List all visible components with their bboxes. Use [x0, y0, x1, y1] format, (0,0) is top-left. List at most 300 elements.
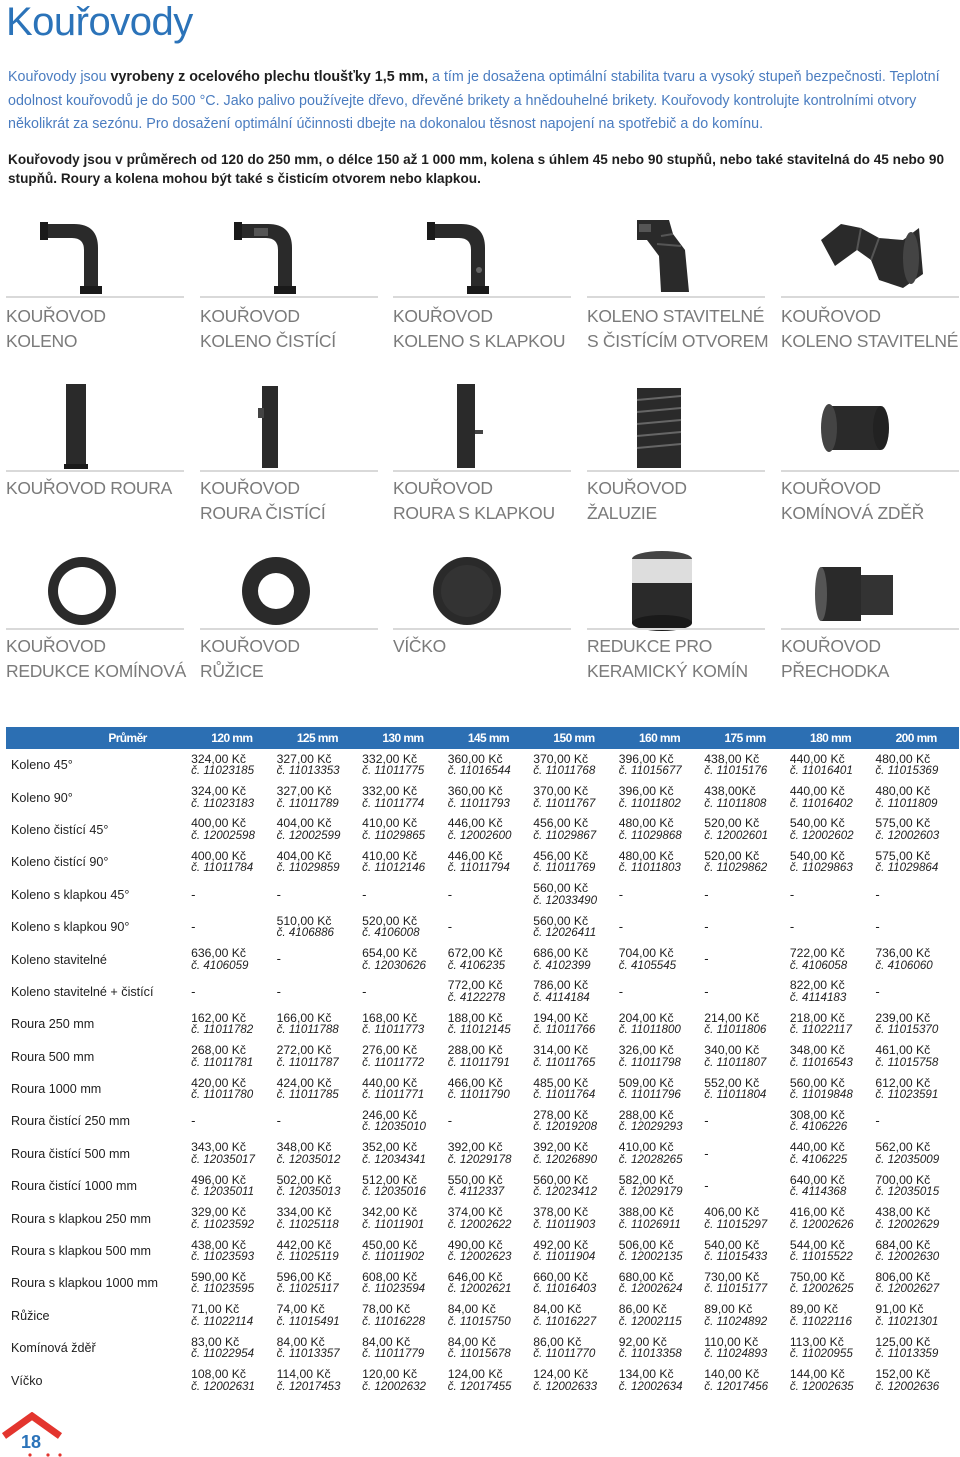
row-label: Roura čistící 1000 mm [11, 1179, 137, 1194]
product-code: č. 11011765 [533, 1055, 596, 1069]
product-code: č. 11011773 [362, 1023, 425, 1037]
price-cell [617, 1332, 703, 1364]
price-cell [189, 846, 275, 878]
product-label [6, 476, 172, 501]
product-code: č. 11011768 [533, 764, 596, 778]
price-value: 84,00 Kč [533, 1302, 582, 1317]
elbow-clean-pipe-icon [230, 210, 320, 305]
price-value: 480,00 Kč [875, 784, 931, 799]
table-row [6, 846, 959, 878]
product-label [393, 304, 565, 354]
price-cell [275, 1138, 361, 1170]
price-value: 490,00 Kč [447, 1237, 503, 1252]
price-cell [360, 976, 446, 1008]
price-value: 308,00 Kč [789, 1107, 845, 1122]
price-value: 438,00 Kč [875, 1205, 931, 1220]
price-cell [788, 846, 874, 878]
price-value: 440,00 Kč [789, 751, 845, 766]
product-code: č. 4122278 [447, 990, 506, 1004]
price-cell [873, 1073, 959, 1105]
price-cell [788, 1267, 874, 1299]
elbow-damper-pipe-icon [423, 210, 513, 305]
product-divider [200, 470, 378, 472]
product-code: č. 4102399 [533, 958, 591, 972]
price-cell [446, 1041, 532, 1073]
product-code: č. 11029859 [276, 861, 340, 875]
product-code: č. 4106226 [789, 1120, 848, 1134]
price-value: 352,00 Kč [362, 1140, 418, 1155]
price-cell [617, 1041, 703, 1073]
product-code: č. 11024893 [704, 1347, 768, 1361]
price-cell [189, 1138, 275, 1170]
price-value: 120,00 Kč [362, 1367, 418, 1382]
product-code: č. 12002599 [276, 828, 341, 842]
product-code: č. 11016544 [447, 764, 511, 778]
price-value: 276,00 Kč [362, 1043, 418, 1058]
price-value: 89,00 Kč [789, 1302, 838, 1317]
row-label: Koleno stavitelné [11, 952, 107, 967]
price-cell [360, 1008, 446, 1040]
product-code: č. 11011779 [362, 1347, 425, 1361]
price-value: 400,00 Kč [191, 816, 246, 831]
product-code: č. 12017455 [447, 1379, 512, 1393]
price-value: 166,00 Kč [276, 1010, 332, 1025]
elbow-pipe-icon [36, 210, 126, 305]
product-code: č. 12035010 [362, 1120, 426, 1134]
price-value: 404,00 Kč [276, 816, 332, 831]
price-value: 343,00 Kč [191, 1140, 246, 1155]
product-code: č. 11015176 [704, 764, 768, 778]
product-code: č. 11011798 [618, 1055, 681, 1069]
price-value: 520,00 Kč [704, 816, 760, 831]
straight-damper-pipe-icon [423, 380, 513, 475]
price-cell [189, 1267, 275, 1299]
product-label-line2: KOLENO STAVITELNÉ [781, 331, 959, 351]
product-divider [781, 628, 959, 630]
table-row [6, 749, 959, 781]
product-code: č. 11011785 [276, 1088, 339, 1102]
product-code: č. 11023183 [191, 796, 255, 810]
price-cell [531, 943, 617, 975]
price-cell [189, 1332, 275, 1364]
price-cell [702, 1267, 788, 1299]
price-value: 416,00 Kč [789, 1205, 845, 1220]
price-cell [446, 1267, 532, 1299]
price-cell [617, 1008, 703, 1040]
price-cell [873, 1364, 959, 1396]
product-code: č. 11011901 [362, 1217, 425, 1231]
price-value: 440,00 Kč [789, 784, 845, 799]
price-value: 329,00 Kč [191, 1205, 246, 1220]
price-value: 204,00 Kč [618, 1010, 674, 1025]
price-value: 438,00 Kč [704, 751, 760, 766]
product-label [393, 476, 555, 526]
row-label: Růžice [11, 1308, 50, 1323]
product-label-line1: KOUŘOVOD [781, 636, 881, 656]
price-cell [873, 781, 959, 813]
product-label-line2: KOLENO S KLAPKOU [393, 331, 566, 351]
price-cell [189, 1073, 275, 1105]
price-cell [873, 943, 959, 975]
price-cell [617, 976, 703, 1008]
adjustable-elbow-clean-icon [617, 210, 707, 305]
price-value: 636,00 Kč [191, 946, 246, 961]
price-value: 324,00 Kč [191, 751, 246, 766]
product-label-line1: KOUŘOVOD [200, 478, 300, 498]
price-cell [446, 846, 532, 878]
product-code: č. 11011796 [618, 1088, 681, 1102]
price-value: - [789, 886, 795, 902]
price-value: 134,00 Kč [618, 1367, 674, 1382]
price-cell [446, 1364, 532, 1396]
product-code: č. 11013357 [276, 1347, 340, 1361]
product-divider [781, 296, 959, 298]
price-cell [702, 1300, 788, 1332]
price-value: 71,00 Kč [191, 1302, 240, 1317]
price-cell [617, 749, 703, 781]
product-label-line1: KOUŘOVOD [393, 478, 493, 498]
price-cell [873, 1202, 959, 1234]
product-code: č. 12017456 [704, 1379, 769, 1393]
product-label-line1: KOUŘOVOD [6, 636, 106, 656]
product-code: č. 12002115 [618, 1314, 682, 1328]
price-cell [617, 1073, 703, 1105]
row-label: Roura 250 mm [11, 1017, 95, 1032]
product-code: č. 11015370 [875, 1023, 939, 1037]
price-cell [873, 1170, 959, 1202]
header-size: 145 mm [467, 731, 509, 745]
row-label: Koleno stavitelné + čistící [11, 984, 154, 999]
price-cell [531, 781, 617, 813]
price-value: 520,00 Kč [362, 913, 418, 928]
straight-clean-pipe-icon [230, 380, 320, 475]
price-value: - [618, 918, 624, 934]
product-label-line1: KOUŘOVOD [6, 306, 106, 326]
price-cell [617, 943, 703, 975]
product-code: č. 11015297 [704, 1217, 768, 1231]
price-cell [275, 1041, 361, 1073]
price-value: - [447, 886, 453, 902]
price-value: 91,00 Kč [875, 1302, 924, 1317]
product-code: č. 11015433 [704, 1250, 768, 1264]
product-code: č. 11011767 [533, 796, 596, 810]
price-value: 722,00 Kč [789, 946, 845, 961]
price-value: 562,00 Kč [875, 1140, 931, 1155]
header-size: 130 mm [382, 731, 424, 745]
product-code: č. 11011791 [447, 1055, 510, 1069]
product-divider [6, 470, 184, 472]
product-code: č. 11011809 [875, 796, 938, 810]
price-cell [702, 846, 788, 878]
product-code: č. 12002630 [875, 1250, 940, 1264]
price-value: 239,00 Kč [875, 1010, 931, 1025]
price-cell [275, 976, 361, 1008]
price-cell [788, 976, 874, 1008]
price-cell [702, 976, 788, 1008]
price-value: 612,00 Kč [875, 1075, 931, 1090]
product-label-line2: ROURA S KLAPKOU [393, 503, 555, 523]
price-value: 360,00 Kč [447, 784, 503, 799]
price-value: 544,00 Kč [789, 1237, 845, 1252]
product-code: č. 11015758 [875, 1055, 939, 1069]
product-code: č. 11011903 [533, 1217, 596, 1231]
product-code: č. 11016402 [789, 796, 853, 810]
price-cell [446, 943, 532, 975]
row-label: Roura čistící 500 mm [11, 1146, 130, 1161]
price-value: - [704, 983, 709, 999]
product-divider [200, 628, 378, 630]
product-divider [393, 296, 571, 298]
table-row [6, 1073, 959, 1105]
price-cell [275, 1267, 361, 1299]
price-value: 806,00 Kč [875, 1269, 931, 1284]
product-label-line2: KOLENO [6, 331, 78, 351]
price-value: - [618, 886, 624, 902]
price-cell [788, 1364, 874, 1396]
price-cell [360, 1202, 446, 1234]
table-row [6, 1235, 959, 1267]
chimney-reducer-icon [36, 545, 126, 640]
product-code: č. 12023412 [533, 1185, 598, 1199]
product-code: č. 4114184 [533, 990, 590, 1004]
price-value: 492,00 Kč [533, 1237, 589, 1252]
price-cell [873, 814, 959, 846]
price-cell [275, 1105, 361, 1137]
price-cell [531, 1300, 617, 1332]
price-value: 786,00 Kč [533, 978, 589, 993]
price-cell [446, 976, 532, 1008]
header-size: 160 mm [638, 731, 681, 745]
product-code: č. 12002602 [789, 828, 854, 842]
product-code: č. 4114368 [789, 1185, 847, 1199]
product-code: č. 12035013 [276, 1185, 341, 1199]
table-row [6, 976, 959, 1008]
price-value: 450,00 Kč [362, 1237, 418, 1252]
price-cell [617, 879, 703, 911]
price-cell [702, 879, 788, 911]
price-value: - [704, 886, 709, 902]
product-code: č. 11015677 [618, 764, 682, 778]
price-value: 456,00 Kč [533, 848, 589, 863]
product-code: č. 11016227 [533, 1314, 597, 1328]
header-size: 125 mm [296, 731, 338, 745]
product-code: č. 11011904 [533, 1250, 596, 1264]
row-label: Koleno s klapkou 45° [11, 887, 130, 902]
price-value: 140,00 Kč [704, 1367, 760, 1382]
price-value: 509,00 Kč [618, 1075, 674, 1090]
table-row [6, 1364, 959, 1396]
price-cell [617, 781, 703, 813]
transition-adapter-icon [811, 545, 901, 640]
price-value: - [362, 983, 367, 999]
row-label: Koleno s klapkou 90° [11, 920, 130, 935]
product-code: č. 11011807 [704, 1055, 767, 1069]
price-cell [617, 1267, 703, 1299]
table-header-row [6, 727, 959, 749]
product-code: č. 11013358 [618, 1347, 682, 1361]
price-value: 144,00 Kč [789, 1367, 845, 1382]
price-cell [360, 1332, 446, 1364]
price-cell [531, 1105, 617, 1137]
price-cell [873, 846, 959, 878]
price-value: 396,00 Kč [618, 784, 674, 799]
price-cell [531, 1041, 617, 1073]
price-cell [446, 1105, 532, 1137]
product-code: č. 11011787 [276, 1055, 339, 1069]
price-cell [189, 814, 275, 846]
product-code: č. 11029868 [618, 828, 682, 842]
price-cell [702, 1138, 788, 1170]
price-value: 485,00 Kč [533, 1075, 589, 1090]
price-cell [531, 1202, 617, 1234]
price-cell [446, 879, 532, 911]
price-value: - [875, 983, 880, 999]
table-row [6, 1170, 959, 1202]
row-label: Koleno čistící 45° [11, 822, 109, 837]
price-value: 348,00 Kč [276, 1140, 332, 1155]
price-value: 218,00 Kč [789, 1010, 845, 1025]
price-value: 124,00 Kč [533, 1367, 589, 1382]
ceramic-reducer-icon [617, 545, 707, 640]
table-row [6, 1138, 959, 1170]
header-diameter-label: Průměr [108, 731, 147, 745]
price-cell [702, 943, 788, 975]
product-label [200, 304, 336, 354]
table-row [6, 1008, 959, 1040]
product-label [6, 304, 106, 354]
price-value: 410,00 Kč [362, 816, 418, 831]
price-value: 314,00 Kč [533, 1043, 589, 1058]
price-value: 822,00 Kč [789, 978, 845, 993]
price-cell [189, 1235, 275, 1267]
product-code: č. 11024892 [704, 1314, 768, 1328]
product-code: č. 11019848 [789, 1088, 853, 1102]
product-label-line2: ŽALUZIE [587, 503, 657, 523]
price-cell [446, 1170, 532, 1202]
price-cell [788, 749, 874, 781]
price-value: 684,00 Kč [875, 1237, 931, 1252]
product-code: č. 12002601 [704, 828, 769, 842]
price-cell [189, 1170, 275, 1202]
price-value: 327,00 Kč [276, 784, 332, 799]
product-code: č. 12002603 [875, 828, 940, 842]
price-cell [788, 1235, 874, 1267]
product-code: č. 12035017 [191, 1152, 255, 1166]
product-label-line1: REDUKCE PRO [587, 636, 713, 656]
product-code: č. 11011774 [362, 796, 425, 810]
price-cell [189, 1041, 275, 1073]
intro-paragraph-bold: Kouřovody jsou v průměrech od 120 do 250 mm, o délce 150 až 1 000 mm, kolena s úhlem 45 nebo 90 stupňů, nebo také stavitelná do 45 nebo 90 stupňů. Roury a kolena mohou být také s čisticím otvorem nebo klapkou. [8, 152, 945, 186]
price-value: - [276, 886, 281, 902]
price-value: 388,00 Kč [618, 1205, 674, 1220]
price-cell [446, 814, 532, 846]
product-label [6, 634, 186, 684]
price-value: 660,00 Kč [533, 1269, 589, 1284]
price-value: - [191, 918, 196, 934]
price-cell [275, 1073, 361, 1105]
table-row [6, 1105, 959, 1137]
product-code: č. 12002635 [789, 1379, 854, 1393]
price-value: 654,00 Kč [362, 946, 418, 961]
price-cell [788, 1138, 874, 1170]
price-value: 520,00 Kč [704, 848, 760, 863]
price-cell [617, 1105, 703, 1137]
price-cell [275, 943, 361, 975]
price-cell [189, 1364, 275, 1396]
price-value: - [447, 1113, 453, 1129]
product-divider [587, 470, 765, 472]
product-code: č. 4106060 [875, 958, 933, 972]
price-cell [702, 1235, 788, 1267]
price-value: 84,00 Kč [447, 1302, 496, 1317]
product-code: č. 12026411 [533, 926, 597, 940]
price-cell [360, 1267, 446, 1299]
product-code: č. 11023594 [362, 1282, 426, 1296]
product-label-line1: KOLENO STAVITELNÉ [587, 306, 765, 326]
price-value: 480,00 Kč [618, 848, 674, 863]
product-label-line1: KOUŘOVOD [200, 636, 300, 656]
page-number: 18 [21, 1432, 42, 1452]
intro-paragraph [8, 66, 958, 137]
price-cell [788, 814, 874, 846]
product-code: č. 11015491 [276, 1314, 340, 1328]
price-cell [360, 1364, 446, 1396]
product-code: č. 11016401 [789, 764, 853, 778]
price-cell [617, 1138, 703, 1170]
product-code: č. 4106008 [362, 926, 420, 940]
product-code: č. 11011794 [447, 861, 510, 875]
product-code: č. 12002622 [447, 1217, 512, 1231]
product-label [587, 634, 748, 684]
price-cell [275, 879, 361, 911]
price-cell [531, 749, 617, 781]
price-cell [360, 1073, 446, 1105]
price-cell [788, 879, 874, 911]
row-label: Víčko [11, 1373, 43, 1388]
price-cell [702, 1041, 788, 1073]
row-label: Roura čistící 250 mm [11, 1114, 130, 1129]
product-label [781, 634, 889, 684]
rosette-ring-icon [230, 545, 320, 640]
product-code: č. 11011780 [191, 1088, 254, 1102]
price-value: 510,00 Kč [276, 913, 332, 928]
row-label: Koleno 45° [11, 758, 73, 773]
product-code: č. 12002624 [618, 1282, 683, 1296]
price-value: 438,00Kč [704, 784, 756, 799]
price-value: 590,00 Kč [191, 1269, 246, 1284]
price-cell [360, 879, 446, 911]
price-value: 246,00 Kč [362, 1107, 418, 1122]
row-label: Roura s klapkou 1000 mm [11, 1276, 158, 1291]
product-code: č. 11011772 [362, 1055, 425, 1069]
price-cell [873, 1300, 959, 1332]
price-value: - [191, 983, 196, 999]
price-value: 86,00 Kč [618, 1302, 667, 1317]
price-cell [873, 1041, 959, 1073]
price-cell [446, 1235, 532, 1267]
product-code: č. 11011784 [191, 861, 254, 875]
product-code: č. 4106235 [447, 958, 506, 972]
price-value: - [618, 983, 624, 999]
product-code: č. 12002629 [875, 1217, 940, 1231]
product-code: č. 11011808 [704, 796, 767, 810]
price-cell [788, 911, 874, 943]
price-cell [702, 1364, 788, 1396]
price-value: 582,00 Kč [618, 1172, 674, 1187]
price-value: 268,00 Kč [191, 1043, 246, 1058]
product-label-line2: ROURA ČISTÍCÍ [200, 503, 326, 523]
product-label-line2: PŘECHODKA [781, 661, 890, 681]
